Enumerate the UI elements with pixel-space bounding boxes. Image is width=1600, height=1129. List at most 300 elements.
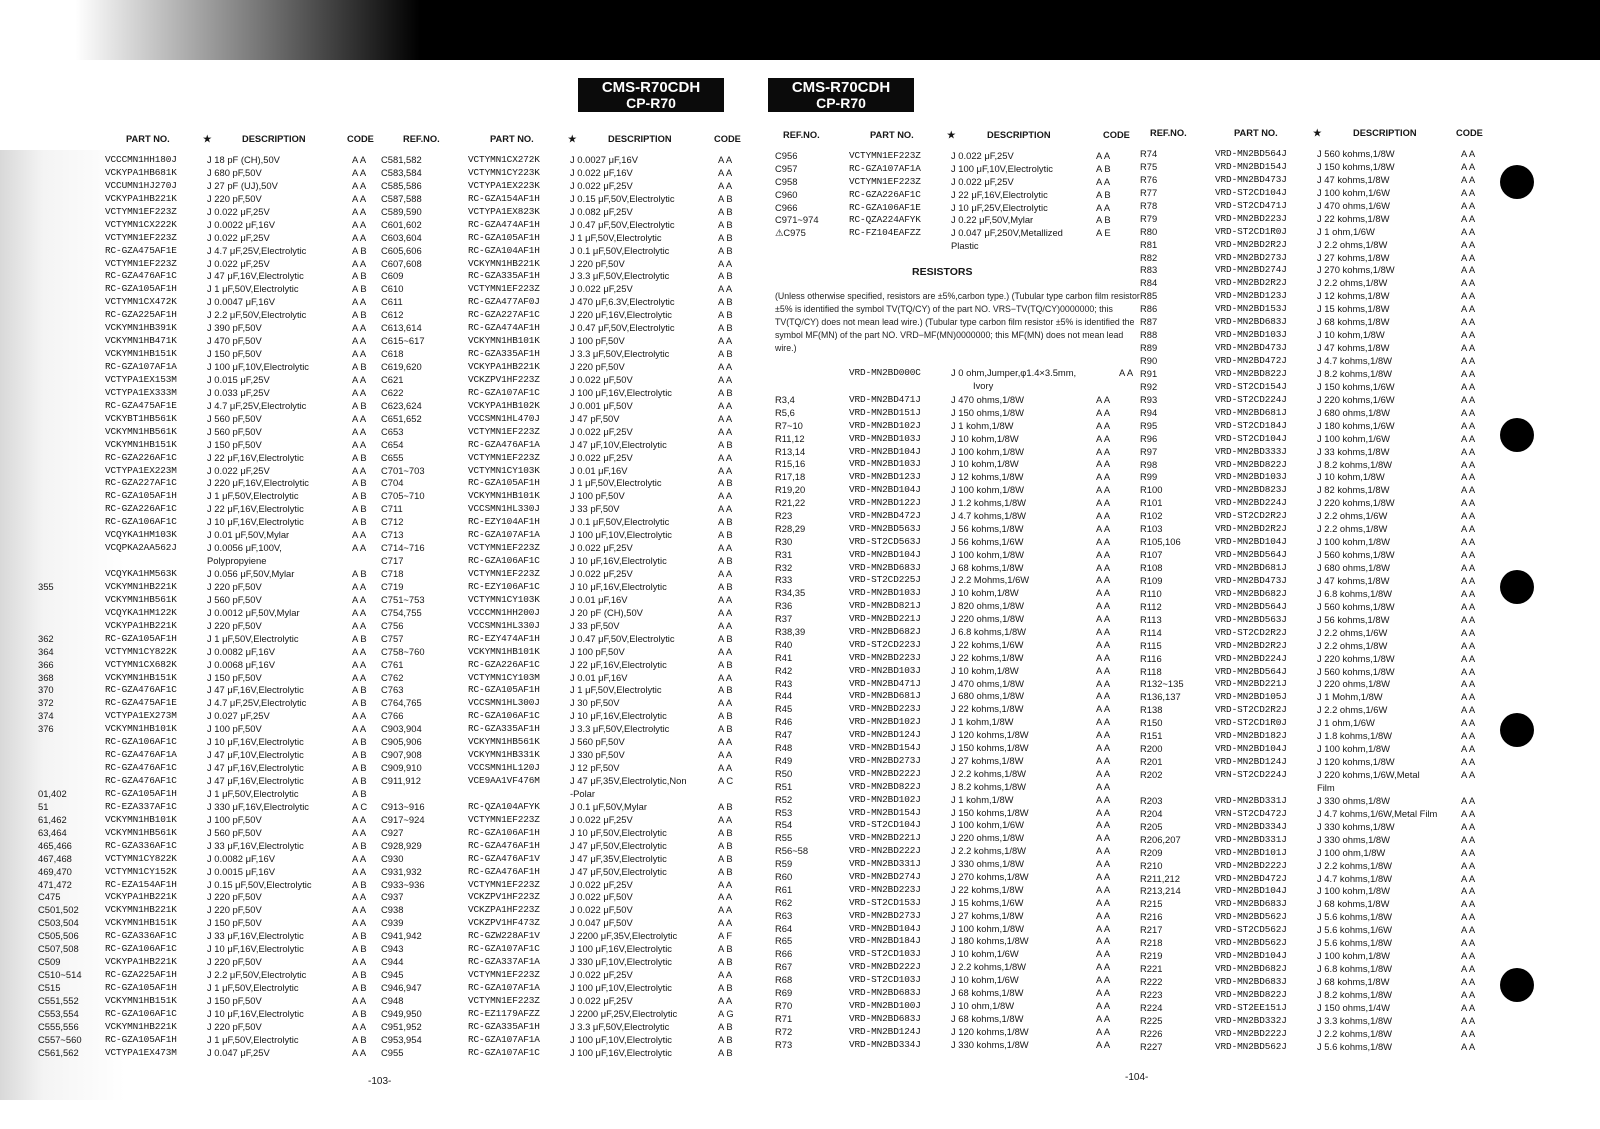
table-row [1140,419,1515,433]
ref-no-cell: C613,614 [381,322,422,334]
code-cell: A A [1096,535,1111,547]
part-no-cell: RC-GZA476AF1A [105,749,177,761]
ref-no-cell: C943 [381,943,404,955]
ref-no-cell: R33 [775,574,793,586]
ref-no-cell: R51 [775,780,793,792]
code-cell: A A [1096,767,1111,779]
ref-no-cell: C949,950 [381,1007,422,1019]
header-ref-no: REF.NO. [403,134,440,144]
description-cell: J 27 kohms,1/8W [951,909,1024,921]
part-no-cell: VRD-MN2BD683J [849,561,921,573]
ref-no-cell: R203 [1140,794,1163,806]
part-no-cell: VCKYMN1HB221K [105,1020,177,1032]
ref-no-cell: R150 [1140,717,1163,729]
part-no-cell: VRD-ST2CD224J [1215,393,1287,405]
table-row [1140,471,1515,484]
table-row [380,710,765,723]
code-cell: A A [718,542,733,554]
table-row [20,193,380,206]
part-no-cell: RC-GZA336AF1C [105,839,177,851]
table-row [380,322,765,335]
table-row [20,840,380,853]
part-no-cell: VCKYMN1HB221K [105,580,177,592]
description-cell: J 4.7 kohms,1/8W [1317,355,1393,366]
description-cell: J 1 kohm,1/8W [951,419,1014,431]
description-cell: J 10 kohm,1/8W [951,664,1019,676]
code-cell: A B [718,1033,733,1045]
ref-no-cell: R78 [1140,199,1158,211]
code-cell: A A [718,904,733,916]
code-cell: A A [1461,484,1476,496]
description-cell: J 100 kohm,1/8W [951,484,1024,496]
code-cell: A A [1461,833,1476,845]
table-row [1140,678,1515,691]
part-no-cell: VCKYMN1HB221K [468,257,540,269]
ref-no-cell: C754,755 [381,606,422,618]
description-cell: J 220 μF,16V,Electrolytic [207,477,309,489]
code-cell: A A [1461,807,1476,819]
part-no-cell: VRD-ST2CD1R0J [1215,717,1287,729]
part-no-cell: VCKYMN1HB151K [105,348,177,360]
resistor-list-3 [775,394,1145,1051]
ref-no-cell: R115 [1140,639,1162,651]
ref-no-cell: R102 [1140,510,1163,522]
code-cell: A A [1461,497,1476,509]
ref-no-cell: R202 [1140,769,1163,780]
header-code: CODE [347,134,374,144]
part-no-cell: VCKYMN1HB101K [468,335,540,347]
code-cell: A A [1461,251,1476,263]
table-row [775,807,1145,820]
ref-no-cell: C939 [381,917,404,929]
table-row [20,866,380,879]
description-cell: J 220 kohms,1/6W [1317,393,1395,405]
table-row [775,1000,1145,1013]
code-cell: A A [352,529,367,541]
code-cell: A A [1096,716,1111,728]
table-row [380,594,765,607]
table-row [1140,355,1515,368]
part-no-cell: RC-GZA105AF1H [105,787,177,799]
table-row [380,788,765,801]
part-no-cell: VRD-MN2BD683J [849,986,921,998]
part-no-cell: RC-GZA106AF1C [105,516,177,528]
part-no-cell: VRD-ST2CD103J [849,974,921,986]
description-cell: J 220 pF,50V [207,891,262,903]
code-cell: A A [1096,832,1111,844]
part-no-cell: VRD-MN2BD563J [1215,613,1287,625]
code-cell: A A [1461,574,1476,586]
code-cell: A A [1461,1001,1476,1013]
code-cell: A A [1461,937,1476,949]
ref-no-cell: C509 [38,956,61,968]
table-row [380,503,765,516]
part-no-cell: VRD-ST2CD104J [849,819,921,831]
code-cell: A A [1461,885,1476,897]
part-no-cell: VCKYPA1HB221K [105,192,177,204]
table-row [1140,380,1515,394]
part-no-cell: VRD-MN2BD562J [1215,911,1287,923]
ref-no-cell: C611 [381,296,403,308]
description-cell: J 1 μF,50V,Electrolytic [570,477,662,489]
code-cell: A B [718,270,733,282]
description-cell: J 3.3 μF,50V,Electrolytic [570,1020,670,1032]
ref-no-cell: R210 [1140,859,1163,871]
part-no-cell: RC-GZA105AF1H [105,283,177,295]
ref-no-cell: C941,942 [381,930,422,942]
code-cell: A A [352,348,367,360]
code-cell: A B [352,749,367,761]
table-row [380,969,765,982]
header-star: ★ [203,134,212,144]
part-no-cell: VCKYMN1HB101K [468,490,540,502]
model-sub-right: CP-R70 [816,95,866,111]
part-no-cell: VRD-MN2BD153J [1215,303,1287,315]
code-cell: A A [718,425,733,437]
description-cell: J 10 μF,16V,Electrolytic [570,555,667,567]
ref-no-cell: R60 [775,870,793,882]
description-cell: J 100 kohm,1/8W [1317,743,1390,755]
description-cell: J 47 μF,16V,Electrolytic [207,684,304,696]
description-cell: J 2.2 ohms,1/8W [1317,523,1388,535]
description-cell: J 47 kohms,1/8W [1317,173,1390,185]
part-no-cell: RC-GZA476AF1C [105,775,177,786]
code-cell: A A [718,412,733,424]
table-row [380,827,765,840]
part-no-cell: VRD-MN2BD154J [1215,160,1287,172]
table-row [1140,717,1515,730]
table-row [1140,1040,1515,1054]
code-cell: A B [352,878,367,890]
ref-no-cell: R45 [775,703,793,715]
description-cell: J 150 pF,50V [207,994,262,1006]
ref-no-cell: R98 [1140,458,1158,470]
ref-no-cell: R205 [1140,820,1163,832]
description-cell: J 220 ohms,1/8W [951,832,1024,844]
part-no-cell: VCTYMN1CY152K [105,865,177,877]
part-no-cell: VRD-MN2BD124J [849,1025,921,1037]
table-row [380,956,765,969]
ref-no-cell: C913~916 [381,800,425,812]
ref-no-cell: C931,932 [381,865,422,877]
ref-no-cell: R213,214 [1140,885,1181,897]
part-no-cell: VRD-MN2BD564J [1215,665,1287,677]
part-no-cell: VCTYMN1CY822K [105,645,177,657]
table-row [20,568,380,581]
part-no-cell: RC-GZA105AF1H [105,632,177,644]
part-no-cell: VRD-ST2CD153J [849,896,921,908]
table-row [1140,510,1515,523]
capacitor-list-3 [775,150,1145,253]
description-cell: J 15 kohms,1/8W [1317,303,1390,315]
table-row [1140,743,1515,756]
part-no-cell: VCTYMN1CY103K [468,593,540,605]
code-cell: A B [352,930,367,942]
part-no-cell: VRN-ST2CD472J [1215,807,1287,819]
description-cell: J 33 μF,16V,Electrolytic [207,930,304,942]
code-cell: A A [1096,986,1111,998]
code-cell: A B [352,361,367,372]
ref-no-cell: C960 [775,188,798,200]
table-row [775,394,1145,407]
ref-no-cell: R59 [775,858,793,870]
ref-no-cell: C618 [381,348,404,360]
table-row [775,716,1145,729]
code-cell: A B [1096,188,1111,200]
code-cell: A B [352,399,367,411]
table-row [380,258,765,271]
part-no-cell: VRD-MN2BD822J [1215,458,1287,470]
code-cell: A B [718,322,733,334]
ref-no-cell: C958 [775,175,798,187]
table-row [775,562,1145,575]
code-cell: A A [1096,458,1111,470]
part-no-cell: VRD-ST2CD104J [1215,432,1287,444]
ref-no-cell: C917~924 [381,813,425,825]
code-cell: A A [1096,394,1111,405]
part-no-cell: VRD-MN2BD2R2J [1215,523,1287,535]
part-no-cell: RC-GZA476AF1C [105,762,177,774]
part-no-cell: VCKYPA1HB221K [105,619,177,631]
ref-no-cell: R5,6 [775,406,795,418]
part-no-cell: RC-GZA106AF1C [105,1007,177,1019]
code-cell: A A [352,154,367,165]
code-cell: A A [1461,1027,1476,1039]
code-cell: A B [718,800,733,812]
description-cell: J 0.0047 μF,16V [207,296,275,308]
description-cell: J 4.7 μF,25V,Electrolytic [207,399,307,411]
part-no-cell: RC-GZA475AF1E [105,399,177,411]
description-cell: J 10 μF,16V,Electrolytic [207,943,304,955]
description-cell: J 150 pF,50V [207,438,262,450]
table-row [775,961,1145,974]
ref-no-cell: C764,765 [381,697,422,709]
description-cell: J 4.7 kohms,1/6W,Metal Film [1317,807,1438,819]
description-cell: J 0.022 μF,25V [570,568,633,579]
description-cell: J 1 μF,50V,Electrolytic [207,283,299,295]
description-cell: J 33 pF,50V [570,619,620,631]
ref-no-cell: C653 [381,425,404,437]
code-cell: A A [352,813,367,825]
part-no-cell: VRD-MN2BD562J [1215,1040,1287,1052]
code-cell: A B [718,1046,733,1058]
table-row [775,163,1145,176]
code-cell: A A [352,542,367,554]
code-cell: A A [1461,419,1476,431]
table-row [20,891,380,904]
table-row [380,684,765,697]
table-row [20,270,380,283]
table-row [380,232,765,245]
table-row [380,723,765,736]
part-no-cell: VRD-MN2BD123J [849,471,921,483]
code-cell: A A [1461,600,1476,612]
part-no-cell: VRD-MN2BD681J [849,690,921,702]
ref-no-cell: R215 [1140,898,1163,910]
description-cell: J 100 kohm,1/8W [951,922,1024,934]
part-no-cell: VCKZPA1HF223Z [468,904,540,916]
description-cell: J 3.3 μF,50V,Electrolytic [570,348,670,360]
ref-no-cell: C601,602 [381,218,422,230]
part-no-cell: VRD-MN2BD103J [849,664,921,676]
part-no-cell: VCTYMN1EF223Z [849,150,921,161]
ref-no-cell: R50 [775,767,793,779]
table-row [380,335,765,348]
table-row [775,1013,1145,1026]
description-cell: J 30 pF,50V [570,697,620,709]
description-cell: J 560 kohms,1/8W [1317,600,1395,612]
table-row [380,206,765,219]
table-row [1140,1001,1515,1015]
code-cell: A A [1461,859,1476,871]
part-no-cell: VRD-MN2BD822J [1215,367,1287,379]
code-cell: A A [1461,872,1476,884]
code-cell: A A [352,166,367,178]
description-cell: J 100 kohm,1/8W [1317,950,1390,962]
description-cell: J 6.8 kohms,1/8W [1317,587,1393,599]
description-cell: J 220 ohms,1/8W [951,613,1024,625]
table-row [380,840,765,853]
code-cell: A A [1461,717,1476,729]
code-cell: A A [352,904,367,916]
part-no-cell: VCTYMN1EF223Z [105,231,177,243]
part-no-cell: RC-GZA475AF1E [105,697,177,709]
ref-no-cell: 370 [38,684,54,696]
table-row [775,497,1145,510]
part-no-cell: VRD-MN2BD105J [1215,691,1287,703]
part-no-cell: RC-GZA104AF1H [468,244,540,256]
ref-no-cell: R13,14 [775,445,806,457]
description-cell: J 0.022 μF,25V [570,878,633,890]
ref-no-cell: R92 [1140,380,1158,392]
code-cell: A A [1461,523,1476,535]
table-row [1140,316,1515,329]
description-cell: J 33 kohms,1/8W [1317,445,1390,457]
part-no-cell: VRD-MN2BD331J [1215,833,1287,845]
description-cell: J 0.1 μF,50V,Electrolytic [570,516,670,528]
description-cell: J 27 pF (UJ),50V [207,179,278,191]
table-row [380,943,765,956]
code-cell: A A [1461,303,1476,315]
table-row [775,871,1145,884]
description-cell: J 12 pF,50V [570,762,620,774]
table-row [380,801,765,814]
code-cell: A A [352,464,367,476]
table-row [1140,859,1515,873]
description-cell: J 12 kohms,1/8W [951,471,1024,483]
table-row [1140,885,1515,898]
table-row [380,672,765,685]
ref-no-cell: C475 [38,891,61,903]
ref-no-cell: R46 [775,716,793,728]
table-row [380,568,765,581]
code-cell: A A [1096,883,1111,895]
table-row [1140,251,1515,265]
ref-no-cell: C585,586 [381,179,422,191]
code-cell: A A [1096,1038,1111,1050]
part-no-cell: VCCCMN1HH200J [468,606,540,618]
code-cell: A A [352,1020,367,1032]
ref-no-cell: C651,652 [381,412,422,424]
ref-no-cell: R226 [1140,1027,1163,1039]
code-cell: A A [352,231,367,243]
description-cell: J 0.22 μF,50V,Mylar [951,214,1034,226]
part-no-cell: VRD-MN2BD223J [849,883,921,895]
description-cell: J 22 kohms,1/8W [1317,212,1390,224]
description-cell: J 100 μF,16V,Electrolytic [570,1046,672,1058]
part-no-cell: RC-GZA335AF1H [468,270,540,282]
description-cell: J 2.2 ohms,1/6W [1317,626,1388,638]
code-cell: A A [1461,988,1476,1000]
part-no-cell: VRD-MN2BD104J [1215,743,1287,755]
ref-no-cell: C761 [381,658,404,670]
code-cell: A B [352,969,367,981]
table-row [1140,574,1515,588]
part-no-cell: VCTYPA1EX473M [105,1046,177,1058]
part-no-cell: RC-GZA475AF1E [105,244,177,256]
table-row [1140,1014,1515,1028]
code-cell: A A [1096,406,1111,418]
table-row [20,439,380,452]
description-cell: J 15 kohms,1/6W [951,896,1024,908]
description-cell: J 56 kohms,1/8W [951,522,1024,534]
code-cell: A A [1461,820,1476,832]
part-no-cell: VRD-MN2BD564J [1215,148,1287,159]
code-cell: A A [718,373,733,385]
part-no-cell: RC-QZA224AFYK [849,214,921,226]
table-row [380,736,765,749]
code-cell: A B [718,826,733,838]
description-cell: J 56 kohms,1/8W [1317,613,1390,625]
part-no-cell: VRD-MN2BD681J [1215,562,1287,573]
part-no-cell: VRD-MN2BD222J [849,845,921,857]
table-row [1140,639,1515,653]
description-cell: J 0.0027 μF,16V [570,154,638,165]
part-no-cell: RC-GZA105AF1H [468,477,540,489]
table-row [20,775,380,788]
description-cell: J 0.0056 μF,100V, [207,542,282,554]
ref-no-cell: R40 [775,638,793,650]
table-row [775,639,1145,652]
ref-no-cell: C911,912 [381,775,421,786]
part-no-cell: VRD-MN2BD331J [849,858,921,870]
code-cell: A A [1461,342,1476,354]
code-cell: A B [718,1020,733,1032]
description-cell: J 470 pF,50V [207,335,262,347]
part-no-cell: VRD-MN2BD124J [1215,756,1287,768]
description-cell: J 0.47 μF,50V,Electrolytic [570,322,675,334]
ref-no-cell: R15,16 [775,458,806,470]
table-row [775,768,1145,781]
description-cell: J 680 ohms,1/8W [951,690,1024,702]
code-cell: A A [352,218,367,230]
table-row [20,387,380,400]
part-no-cell: VRD-MN2BD221J [849,832,921,844]
part-no-cell: VRD-MN2BD682J [1215,963,1287,975]
description-cell: J 560 pF,50V [207,826,262,838]
table-row [1145,782,1515,795]
description-cell: J 12 kohms,1/8W [1317,290,1390,302]
code-cell: A A [718,671,733,683]
part-no-cell: RC-GZA476AF1C [105,684,177,696]
code-cell: A A [1096,419,1111,431]
part-no-cell: VCKYMN1HB561K [105,593,177,605]
table-row [20,361,380,374]
code-cell: A A [1461,691,1476,703]
part-no-cell: VRD-MN2BD103J [849,458,921,470]
table-row [380,374,765,387]
header-description: DESCRIPTION [242,134,306,144]
